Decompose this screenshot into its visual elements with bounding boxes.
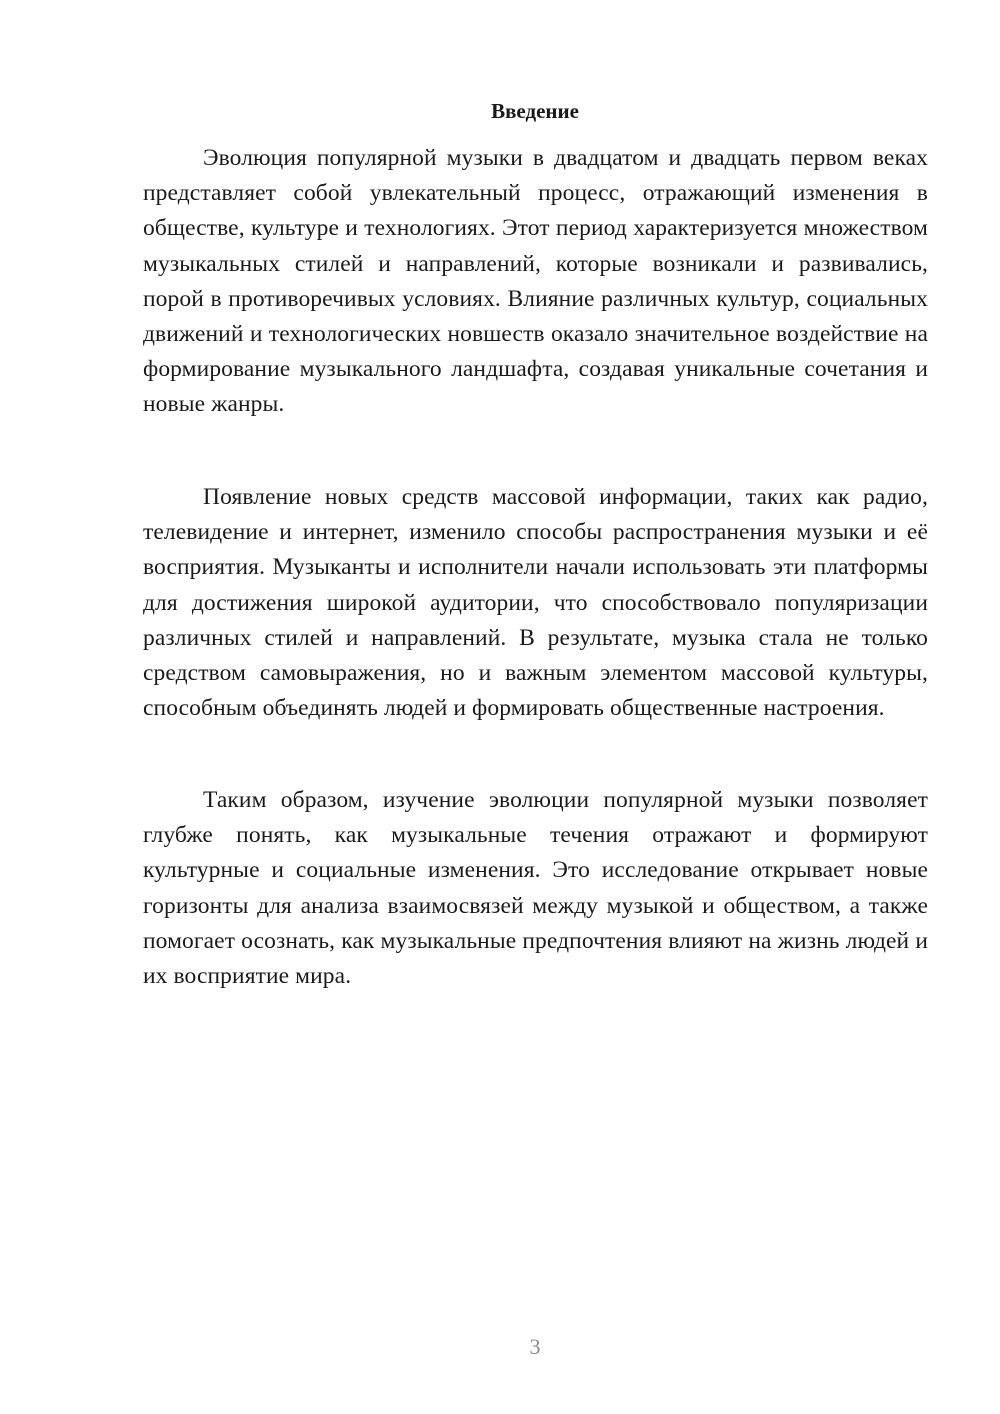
paragraph-conclusion: Таким образом, изучение эволюции популярной музыки позволяет глубже понять, как музыкальные течения отражают и формируют культурные и социальные изменения. Это исследование открывает новые горизонты для анализа взаимосвязей между музыкой и обществом, а также помогает осознать, как музыкальные предпочтения влияют на жизнь людей и их восприятие мира. (143, 787, 928, 990)
page-title: Введение (491, 99, 579, 123)
paragraph-media: Появление новых средств массовой информации, таких как радио, телевидение и интернет, изменило способы распространения музыки и её восприятия. Музыканты и исполнители начали использовать эти платформы для достижения широкой аудитории, что способствовало популяризации различных стилей и направлений. В результате, музыка стала не только средством самовыражения, но и важным элементом массовой культуры, способным объединять людей и формировать общественные настроения. (143, 484, 928, 722)
page-number: 3 (529, 1334, 541, 1359)
paragraph-intro: Эволюция популярной музыки в двадцатом и двадцать первом веках представляет собой увлекательный процесс, отражающий изменения в обществе, культуре и технологиях. Этот период характеризуется множеством музыкальных стилей и направлений, которые возникали и развивались, порой в противоречивых условиях. Влияние различных культур, социальных движений и технологических новшеств оказало значительное воздействие на формирование музыкального ландшафта, создавая уникальные сочетания и новые жанры. (143, 145, 928, 418)
